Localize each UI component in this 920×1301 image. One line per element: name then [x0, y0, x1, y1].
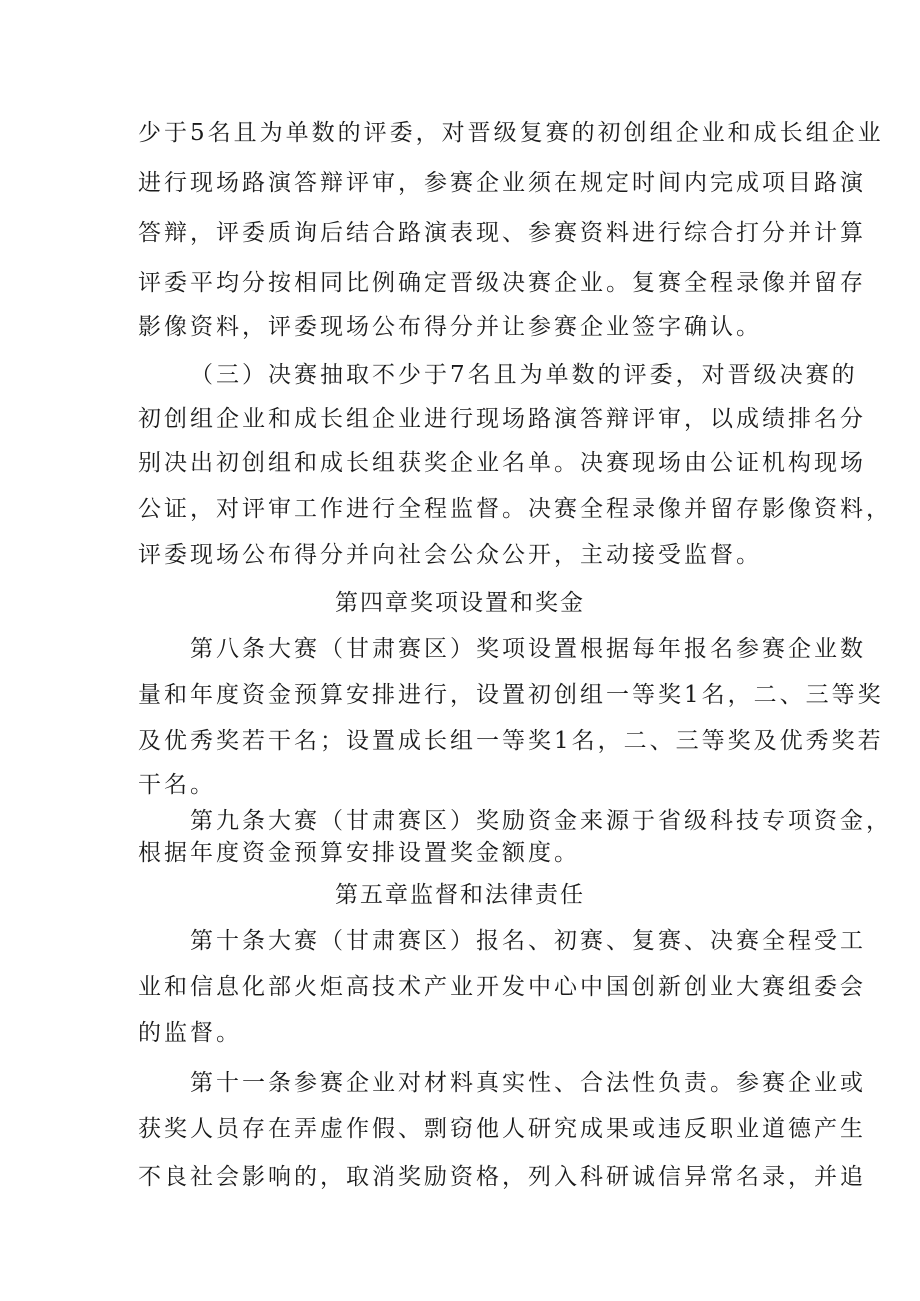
paragraph-line: 的监督。	[138, 1020, 242, 1046]
paragraph-line: 第八条大赛（甘肃赛区）奖项设置根据每年报名参赛企业数	[190, 636, 866, 662]
paragraph-line: 影像资料，评委现场公布得分并让参赛企业签字确认。	[138, 314, 762, 340]
paragraph-line: 公证，对评审工作进行全程监督。决赛全程录像并留存影像资料，	[138, 496, 892, 522]
paragraph-line: 评委平均分按相同比例确定晋级决赛企业。复赛全程录像并留存	[138, 270, 866, 296]
paragraph-line: 不良社会影响的，取消奖励资格，列入科研诚信异常名录，并追	[138, 1164, 866, 1190]
paragraph-line: （三）决赛抽取不少于7名且为单数的评委，对晋级决赛的	[190, 362, 858, 388]
chapter-heading: 第四章奖项设置和奖金	[335, 590, 585, 616]
paragraph-line: 第九条大赛（甘肃赛区）奖励资金来源于省级科技专项资金，	[190, 808, 892, 834]
paragraph-line: 业和信息化部火炬高技术产业开发中心中国创新创业大赛组委会	[138, 974, 866, 1000]
paragraph-line: 获奖人员存在弄虚作假、剽窃他人研究成果或违反职业道德产生	[138, 1116, 866, 1142]
paragraph-line: 初创组企业和成长组企业进行现场路演答辩评审，以成绩排名分	[138, 406, 866, 432]
paragraph-line: 根据年度资金预算安排设置奖金额度。	[138, 840, 580, 866]
paragraph-line: 别决出初创组和成长组获奖企业名单。决赛现场由公证机构现场	[138, 450, 866, 476]
paragraph-line: 及优秀奖若干名；设置成长组一等奖1名，二、三等奖及优秀奖若	[138, 728, 884, 754]
chapter-heading: 第五章监督和法律责任	[335, 882, 585, 908]
paragraph-line: 第十一条参赛企业对材料真实性、合法性负责。参赛企业或	[190, 1070, 866, 1096]
paragraph-line: 评委现场公布得分并向社会公众公开，主动接受监督。	[138, 542, 762, 568]
paragraph-line: 量和年度资金预算安排进行，设置初创组一等奖1名，二、三等奖	[138, 682, 884, 708]
paragraph-line: 第十条大赛（甘肃赛区）报名、初赛、复赛、决赛全程受工	[190, 928, 866, 954]
paragraph-line: 进行现场路演答辩评审，参赛企业须在规定时间内完成项目路演	[138, 170, 866, 196]
paragraph-line: 干名。	[138, 772, 216, 798]
paragraph-line: 少于5名且为单数的评委，对晋级复赛的初创组企业和成长组企业	[138, 120, 884, 146]
paragraph-line: 答辩，评委质询后结合路演表现、参赛资料进行综合打分并计算	[138, 220, 866, 246]
